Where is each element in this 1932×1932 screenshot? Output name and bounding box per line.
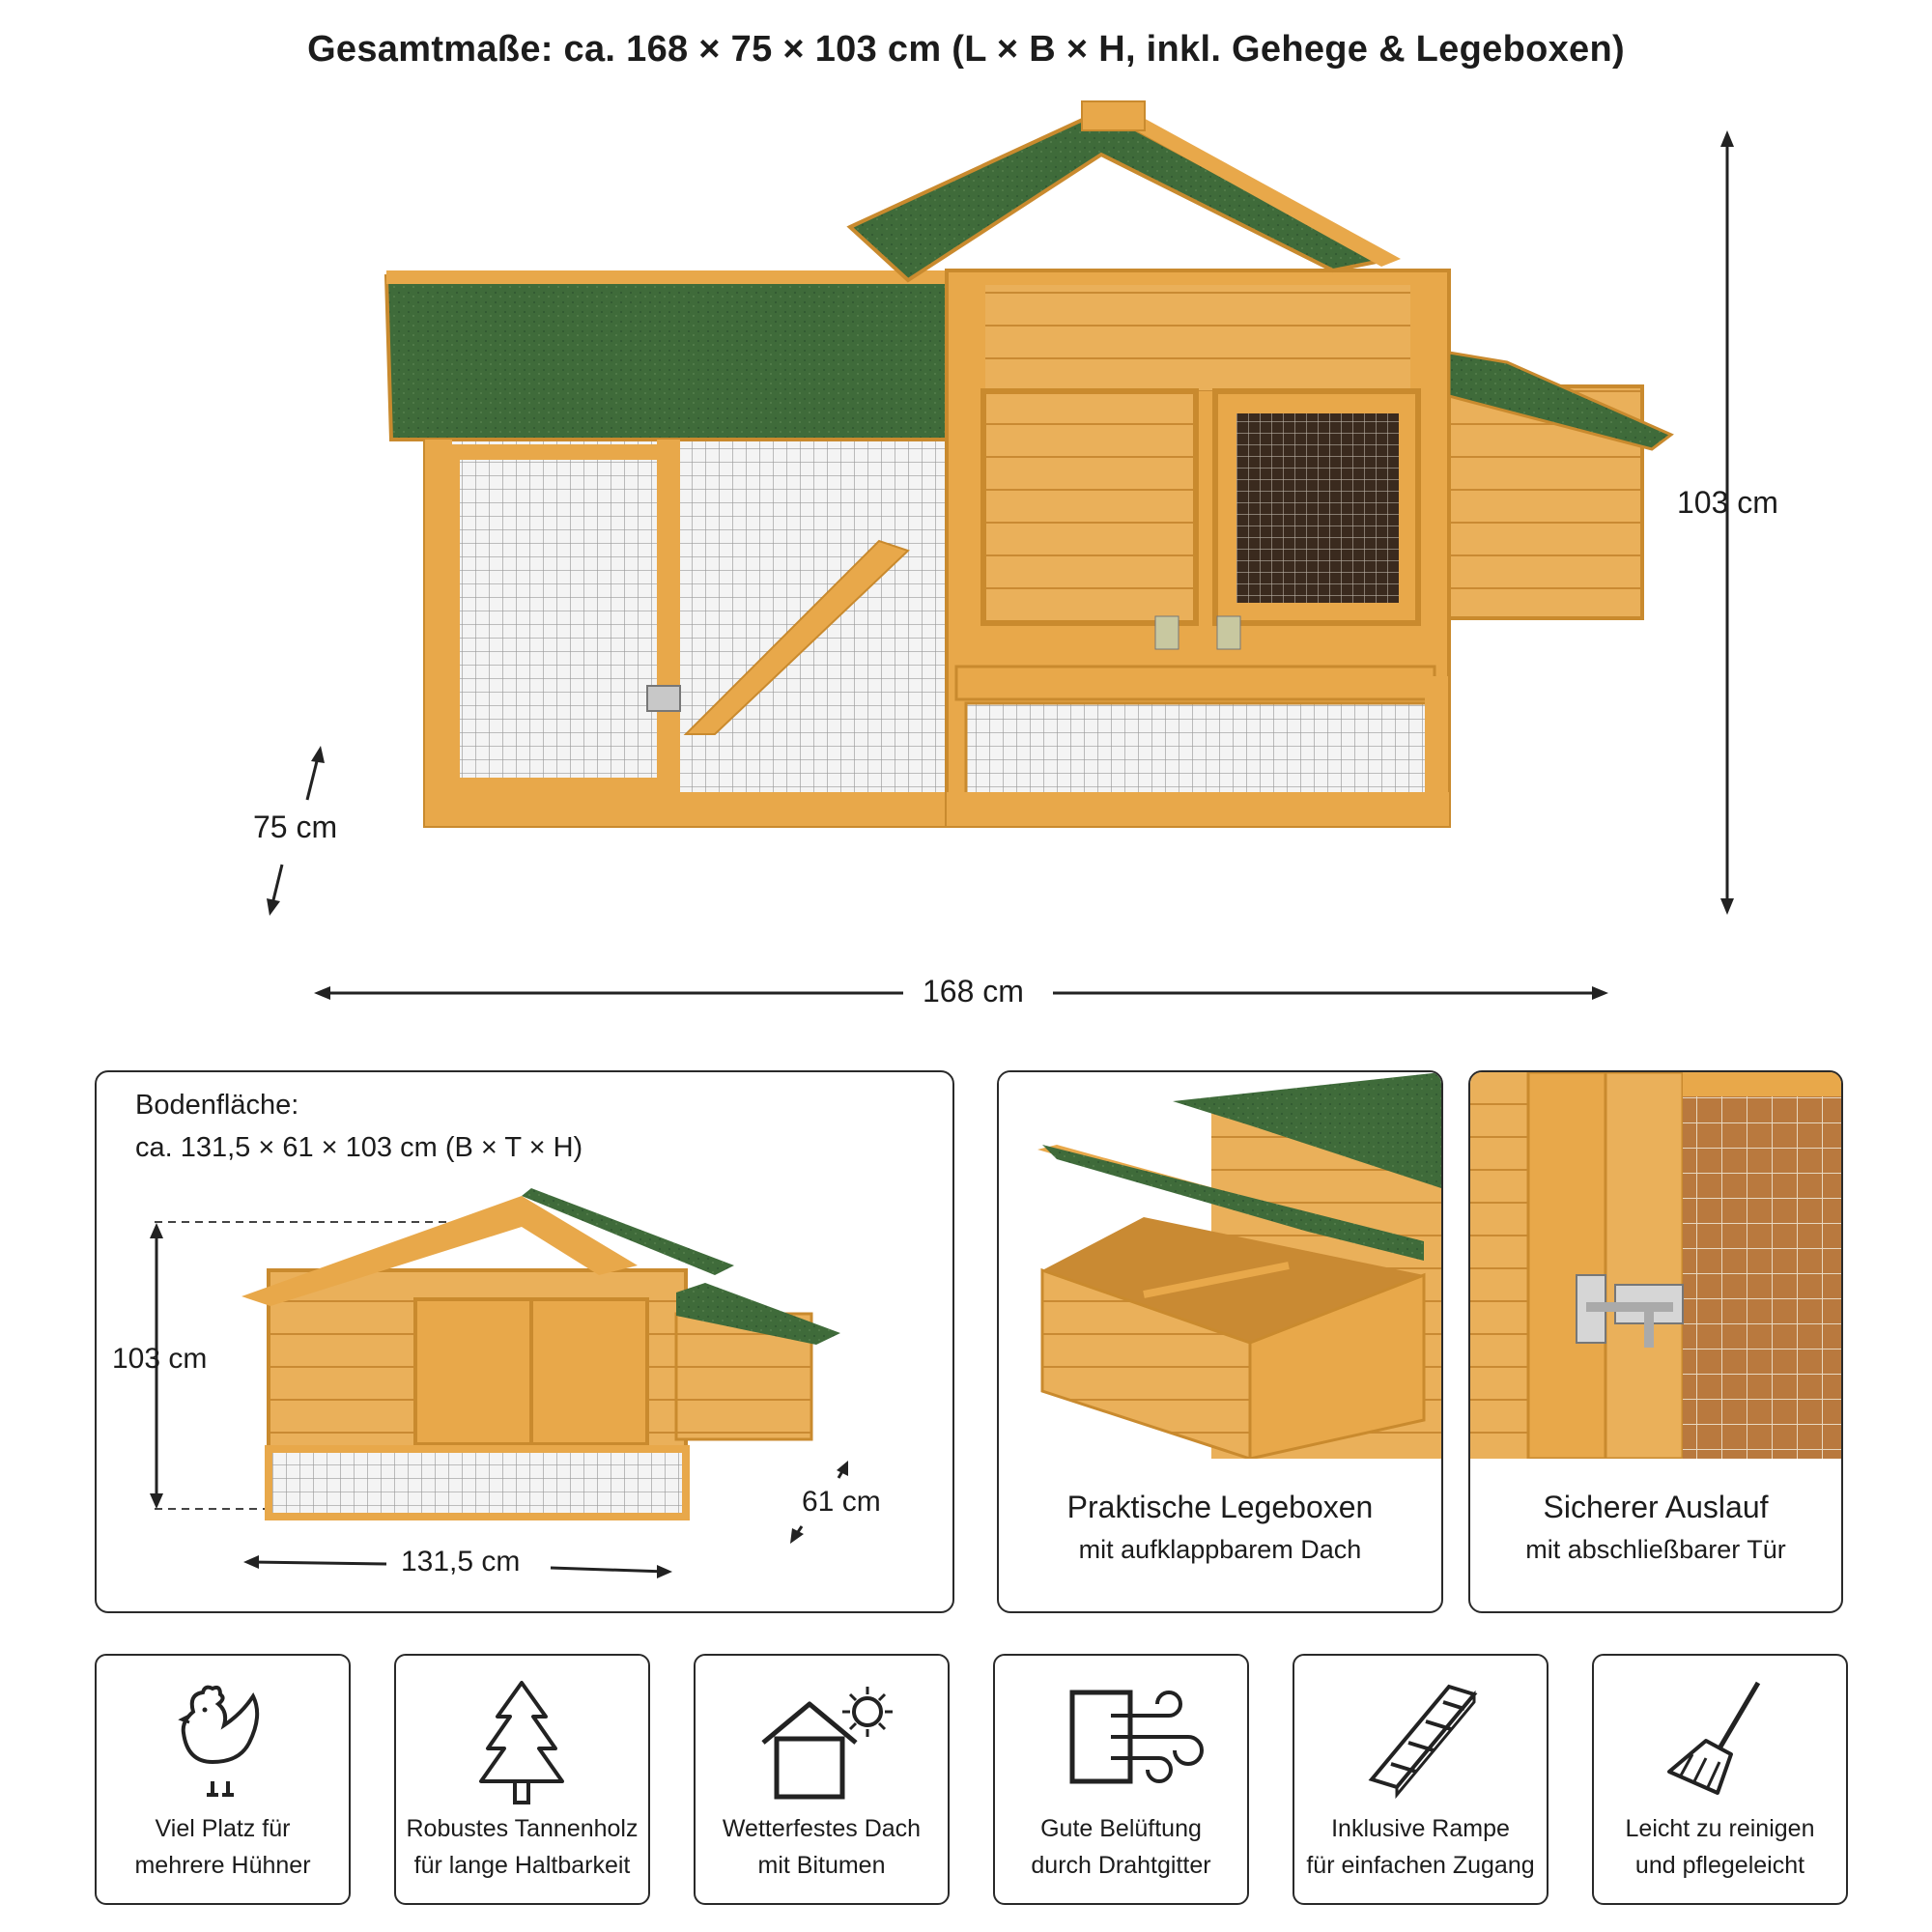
- feature-card-cleaning: [1592, 1654, 1848, 1905]
- feature-text-line1: Gute Belüftung: [1040, 1815, 1202, 1842]
- run-door-image: [1470, 1072, 1841, 1459]
- ramp-icon: [1352, 1673, 1497, 1808]
- floor-depth-label: 61 cm: [802, 1486, 881, 1518]
- feature-text-line2: mit Bitumen: [757, 1852, 886, 1879]
- feature-text-line2: für einfachen Zugang: [1306, 1852, 1535, 1879]
- feature-text-line1: Robustes Tannenholz: [406, 1815, 639, 1842]
- floor-area-title: Bodenfläche:: [135, 1090, 299, 1121]
- run-door-panel: [1468, 1070, 1843, 1613]
- feature-card-roof: [694, 1654, 950, 1905]
- feature-text-line2: mehrere Hühner: [134, 1852, 311, 1879]
- feature-card-space: [95, 1654, 351, 1905]
- run-door-subtitle: mit abschließbarer Tür: [1525, 1535, 1786, 1564]
- page-title: Gesamtmaße: ca. 168 × 75 × 103 cm (L × B × H, inkl. Gehege & Legeboxen): [307, 29, 1625, 70]
- floor-width-label: 131,5 cm: [401, 1546, 521, 1577]
- nest-box-title: Praktische Legeboxen: [1066, 1490, 1374, 1524]
- feature-card-ramp: [1293, 1654, 1548, 1905]
- floor-area-panel: [95, 1070, 954, 1613]
- fir-tree-icon: [454, 1673, 589, 1808]
- feature-text-line2: und pflegeleicht: [1634, 1852, 1805, 1879]
- feature-card-wood: [394, 1654, 650, 1905]
- floor-area-dimensions: ca. 131,5 × 61 × 103 cm (B × T × H): [135, 1132, 583, 1163]
- chicken-icon: [155, 1673, 290, 1808]
- feature-text-line2: durch Drahtgitter: [1031, 1852, 1211, 1879]
- feature-text-line1: Leicht zu reinigen: [1625, 1815, 1815, 1842]
- broom-icon: [1652, 1673, 1787, 1808]
- house-sun-icon: [753, 1673, 898, 1808]
- floor-area-image: [97, 1072, 952, 1611]
- floor-height-label: 103 cm: [112, 1343, 208, 1375]
- feature-text-line1: Wetterfestes Dach: [722, 1815, 922, 1842]
- feature-card-ventilation: [993, 1654, 1249, 1905]
- ventilation-icon: [1053, 1673, 1217, 1808]
- run-door-title: Sicherer Auslauf: [1543, 1490, 1769, 1524]
- feature-text-line1: Viel Platz für: [155, 1815, 291, 1842]
- nest-box-panel: [997, 1070, 1443, 1613]
- depth-label: 75 cm: [253, 810, 338, 844]
- feature-text-line2: für lange Haltbarkeit: [413, 1852, 631, 1879]
- length-label: 168 cm: [923, 974, 1024, 1009]
- nest-box-subtitle: mit aufklappbarem Dach: [1078, 1535, 1362, 1564]
- nest-box-image: [999, 1072, 1441, 1459]
- height-label: 103 cm: [1677, 485, 1778, 520]
- feature-text-line1: Inklusive Rampe: [1331, 1815, 1510, 1842]
